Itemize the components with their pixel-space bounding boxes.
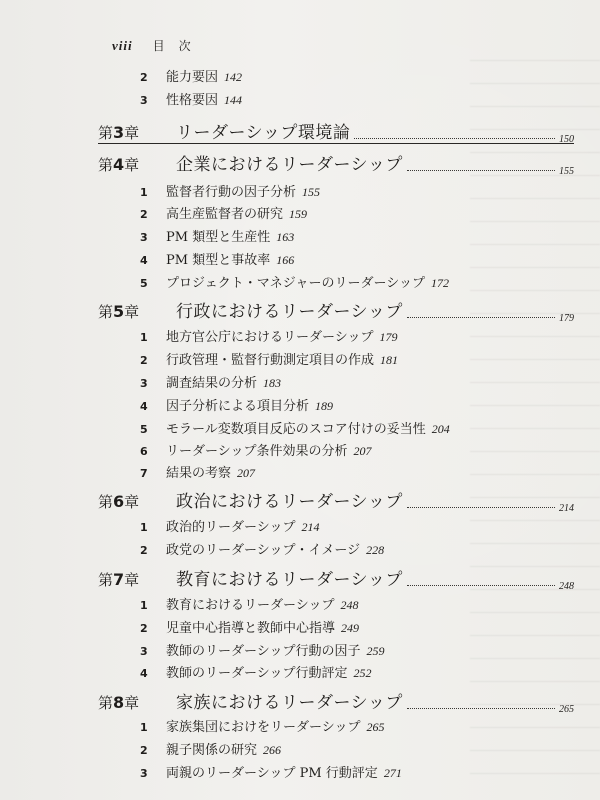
chapter-label: 第4章 (98, 155, 140, 174)
chapter-page: 150 (559, 134, 574, 145)
dot-leader (407, 707, 555, 709)
toc-section (140, 66, 242, 85)
chapter-label: 第5章 (98, 302, 140, 321)
chapter-title: 政治におけるリーダーシップ (176, 492, 403, 512)
toc-section (140, 539, 384, 558)
section-number: 3 (140, 645, 148, 658)
toc-chapter (98, 487, 574, 512)
section-number: 3 (140, 767, 148, 780)
section-title: 政治的リーダーシップ (166, 520, 296, 535)
toc-section (140, 203, 307, 222)
dot-leader (354, 137, 555, 139)
section-title: 性格要因 (166, 93, 219, 108)
section-title: 家族集団におけをリーダーシップ (166, 720, 361, 735)
section-page: 144 (224, 93, 243, 107)
section-number: 2 (140, 744, 148, 757)
toc-section (140, 716, 384, 735)
toc-section (140, 89, 242, 108)
toc-section (140, 617, 359, 636)
toc-chapter (98, 565, 574, 590)
toc-section (140, 181, 320, 200)
section-title: 調査結果の分析 (166, 376, 258, 391)
toc-section (140, 440, 371, 459)
toc-section (140, 762, 402, 781)
section-page: 183 (263, 376, 282, 390)
section-number: 7 (140, 467, 148, 480)
section-title: 結果の考察 (166, 466, 232, 481)
section-page: 228 (366, 543, 385, 557)
section-number: 1 (140, 331, 148, 344)
section-title: 行政管理・監督行動測定項目の作成 (166, 353, 375, 368)
section-number: 4 (140, 667, 148, 680)
section-page: 248 (340, 598, 359, 612)
toc-section (140, 739, 281, 758)
chapter-label: 第6章 (98, 492, 140, 511)
toc-chapter (98, 150, 574, 175)
section-title: 児童中心指導と教師中心指導 (166, 621, 336, 636)
section-page: 172 (430, 276, 449, 290)
toc-section (140, 516, 319, 535)
chapter-page: 179 (559, 313, 574, 324)
section-page: 166 (276, 253, 295, 267)
chapter-title: リーダーシップ環境論 (176, 123, 351, 143)
chapter-title: 企業におけるリーダーシップ (176, 155, 403, 175)
toc-section (140, 395, 333, 414)
section-page: 207 (237, 466, 256, 480)
chapter-page: 265 (559, 704, 574, 715)
toc-section (140, 226, 294, 245)
toc-section (140, 349, 398, 368)
section-title: PM 類型と生産性 (166, 230, 271, 245)
chapter-page: 155 (559, 166, 574, 177)
chapter-title: 家族におけるリーダーシップ (176, 693, 403, 713)
section-number: 2 (140, 71, 148, 84)
dot-leader (407, 316, 555, 318)
toc-chapter (98, 297, 574, 322)
section-page: 214 (301, 520, 320, 534)
section-number: 2 (140, 354, 148, 367)
section-title: 教育におけるリーダーシップ (166, 598, 335, 613)
section-title: 高生産監督者の研究 (166, 207, 284, 222)
section-number: 1 (140, 599, 148, 612)
section-title: リーダーシップ条件効果の分析 (166, 444, 348, 459)
section-page: 265 (366, 720, 385, 734)
dot-leader (407, 584, 555, 586)
section-title: 政党のリーダーシップ・イメージ (166, 543, 361, 558)
toc-section (140, 662, 371, 681)
chapter-page: 214 (559, 503, 574, 514)
section-page: 159 (289, 207, 308, 221)
section-number: 2 (140, 544, 148, 557)
section-title: 教師のリーダーシップ行動評定 (166, 666, 348, 681)
section-title: 教師のリーダーシップ行動の因子 (166, 644, 361, 659)
section-number: 4 (140, 400, 148, 413)
section-title: モラール変数項目反応のスコア付けの妥当性 (166, 422, 426, 437)
dot-leader (407, 506, 555, 508)
section-title: 親子関係の研究 (166, 743, 258, 758)
section-page: 259 (366, 644, 385, 658)
toc-section (140, 594, 358, 613)
section-title: 因子分析による項目分析 (166, 399, 310, 414)
section-title: 能力要因 (166, 70, 219, 85)
section-page: 142 (224, 70, 243, 84)
toc-section (140, 372, 281, 391)
section-page: 249 (341, 621, 360, 635)
toc-chapter (98, 688, 574, 713)
page-title: 目次 (152, 39, 205, 53)
section-page: 155 (302, 185, 321, 199)
section-title: 両親のリーダーシップ PM 行動評定 (166, 766, 378, 781)
section-number: 5 (140, 423, 148, 436)
toc-section (140, 462, 255, 481)
section-title: PM 類型と事故率 (166, 253, 271, 268)
section-number: 3 (140, 231, 148, 244)
section-title: 監督者行動の因子分析 (166, 185, 297, 200)
section-page: 252 (353, 666, 372, 680)
section-page: 179 (379, 330, 398, 344)
toc-section (140, 272, 449, 291)
section-number: 5 (140, 277, 148, 290)
toc-section (140, 249, 294, 268)
chapter-page: 248 (559, 581, 574, 592)
section-number: 3 (140, 377, 148, 390)
chapter-label: 第8章 (98, 693, 140, 712)
section-number: 3 (140, 94, 148, 107)
section-page: 163 (276, 230, 295, 244)
section-title: 地方官公庁におけるリーダーシップ (166, 330, 374, 345)
chapter-label: 第3章 (98, 123, 140, 142)
chapter-rule (98, 143, 574, 144)
chapter-title: 教育におけるリーダーシップ (176, 570, 403, 590)
section-number: 1 (140, 721, 148, 734)
section-page: 207 (353, 444, 372, 458)
chapter-title: 行政におけるリーダーシップ (176, 302, 403, 322)
toc-section (140, 418, 450, 437)
section-number: 2 (140, 208, 148, 221)
section-page: 181 (380, 353, 399, 367)
toc-section (140, 640, 384, 659)
page-number: viii (112, 38, 133, 53)
section-title: プロジェクト・マネジャーのリーダーシップ (166, 276, 425, 291)
section-number: 2 (140, 622, 148, 635)
section-page: 266 (263, 743, 282, 757)
section-page: 189 (315, 399, 334, 413)
toc-chapter (98, 118, 574, 143)
dot-leader (407, 169, 555, 171)
section-page: 204 (431, 422, 450, 436)
section-number: 6 (140, 445, 148, 458)
chapter-label: 第7章 (98, 570, 140, 589)
toc-section (140, 326, 397, 345)
section-number: 1 (140, 521, 148, 534)
section-page: 271 (383, 766, 402, 780)
section-number: 1 (140, 186, 148, 199)
section-number: 4 (140, 254, 148, 267)
